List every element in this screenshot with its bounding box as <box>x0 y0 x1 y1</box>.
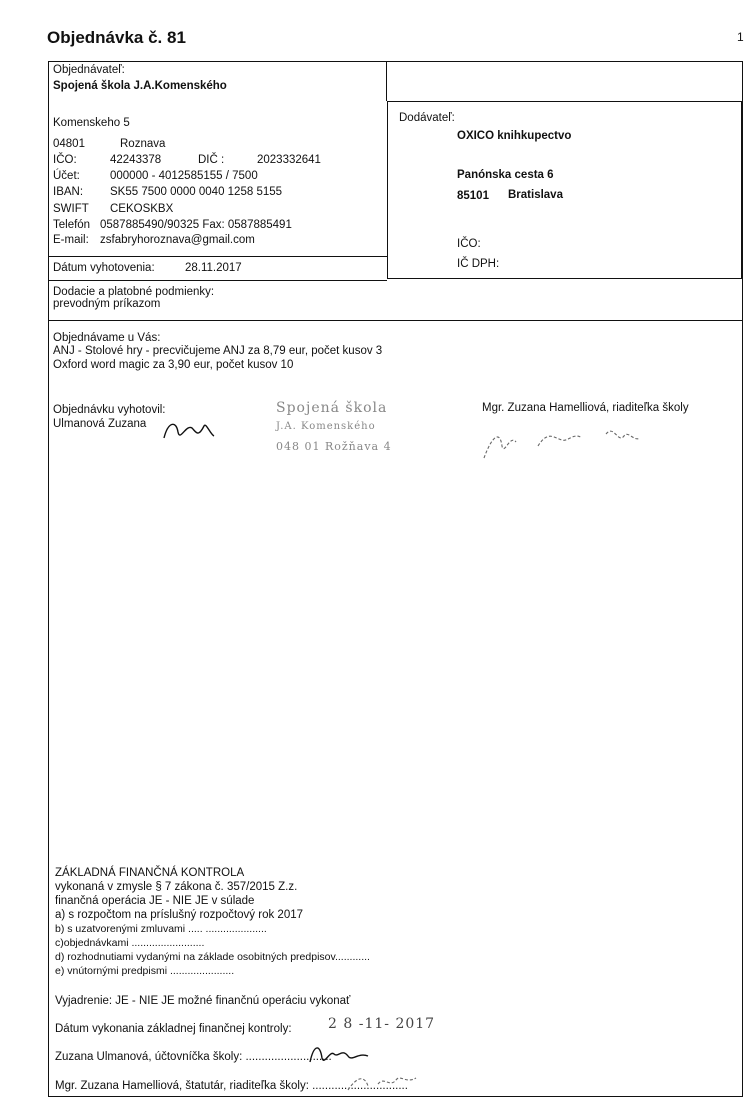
terms-bottom-line <box>48 320 743 321</box>
accountant-line: Zuzana Ulmanová, účtovníčka školy: ........................... <box>55 1051 332 1063</box>
buyer-phone: 0587885490/90325 Fax: 0587885491 <box>100 219 292 231</box>
buyer-city: Roznava <box>120 138 166 150</box>
buyer-swift-label: SWIFT <box>53 203 89 215</box>
buyer-ico: 42243378 <box>110 154 162 166</box>
statutory-line: Mgr. Zuzana Hamelliová, štatutár, riaditeľka školy: .............................. <box>55 1080 408 1092</box>
buyer-email: zsfabryhoroznava@gmail.com <box>100 234 255 246</box>
buyer-name: Spojená škola J.A.Komenského <box>53 80 227 92</box>
control-item-c: c)objednávkami ......................... <box>55 937 205 949</box>
supplier-box <box>387 101 742 279</box>
issued-by-name: Ulmanová Zuzana <box>53 418 147 430</box>
order-line-2: Oxford word magic za 3,90 eur, počet kusov 10 <box>53 359 294 371</box>
control-date-label: Dátum vykonania základnej finančnej kontroly: <box>55 1023 292 1035</box>
control-line-2: finančná operácia JE - NIE JE v súlade <box>55 895 255 907</box>
control-item-a: a) s rozpočtom na príslušný rozpočtový rok 2017 <box>55 909 304 921</box>
header-bottom-line <box>48 280 387 281</box>
supplier-zip: 85101 <box>457 190 489 202</box>
buyer-phone-label: Telefón <box>53 219 91 231</box>
control-date-value: 2 8 -11- 2017 <box>328 1016 436 1032</box>
supplier-label: Dodávateľ: <box>399 112 455 124</box>
accountant-signature <box>304 1040 374 1068</box>
order-line-1: ANJ - Stolové hry - precvičujeme ANJ za 8,79 eur, počet kusov 3 <box>53 345 383 357</box>
supplier-icdph-label: IČ DPH: <box>457 258 500 270</box>
control-item-b: b) s uzatvorenými zmluvami ..... ..................... <box>55 923 267 935</box>
page-number: 1 <box>737 30 744 44</box>
buyer-divider <box>386 61 387 101</box>
buyer-label: Objednávateľ: <box>53 64 125 76</box>
supplier-name: OXICO knihkupectvo <box>457 130 572 142</box>
page-title: Objednávka č. 81 <box>47 28 186 47</box>
terms-label: Dodacie a platobné podmienky: <box>53 286 215 298</box>
date-label: Dátum vyhotovenia: <box>53 262 155 274</box>
buyer-iban-label: IBAN: <box>53 186 84 198</box>
buyer-ico-label: IČO: <box>53 154 77 166</box>
statutory-signature <box>344 1066 424 1094</box>
stamp-line-3: 048 01 Rožňava 4 <box>276 440 392 453</box>
control-item-e: e) vnútornými predpismi ...................... <box>55 965 235 977</box>
control-heading: ZÁKLADNÁ FINANČNÁ KONTROLA <box>55 867 245 879</box>
stamp-line-1: Spojená škola <box>276 400 388 416</box>
issuer-signature <box>160 414 218 448</box>
buyer-email-label: E-mail: <box>53 234 89 246</box>
supplier-city: Bratislava <box>508 189 563 201</box>
buyer-dic-label: DIČ : <box>198 154 225 166</box>
director-signature <box>478 416 678 464</box>
buyer-iban: SK55 7500 0000 0040 1258 5155 <box>110 186 283 198</box>
date-top-line <box>48 256 387 257</box>
supplier-ico-label: IČO: <box>457 238 481 250</box>
supplier-street: Panónska cesta 6 <box>457 169 554 181</box>
buyer-account: 000000 - 4012585155 / 7500 <box>110 170 258 182</box>
control-statement: Vyjadrenie: JE - NIE JE možné finančnú operáciu vykonať <box>55 995 351 1007</box>
buyer-dic: 2023332641 <box>257 154 321 166</box>
control-item-d: d) rozhodnutiami vydanými na základe osobitných predpisov............ <box>55 951 370 963</box>
buyer-swift: CEKOSKBX <box>110 203 174 215</box>
buyer-street: Komenskeho 5 <box>53 117 130 129</box>
control-line-1: vykonaná v zmysle § 7 zákona č. 357/2015 Z.z. <box>55 881 298 893</box>
director-name: Mgr. Zuzana Hamelliová, riaditeľka školy <box>482 402 689 414</box>
date-value: 28.11.2017 <box>185 262 242 274</box>
stamp-line-2: J.A. Komenského <box>276 421 376 432</box>
buyer-zip: 04801 <box>53 138 85 150</box>
order-intro: Objednávame u Vás: <box>53 332 161 344</box>
terms-value: prevodným príkazom <box>53 298 161 310</box>
buyer-account-label: Účet: <box>53 170 80 182</box>
issued-by-label: Objednávku vyhotovil: <box>53 404 166 416</box>
